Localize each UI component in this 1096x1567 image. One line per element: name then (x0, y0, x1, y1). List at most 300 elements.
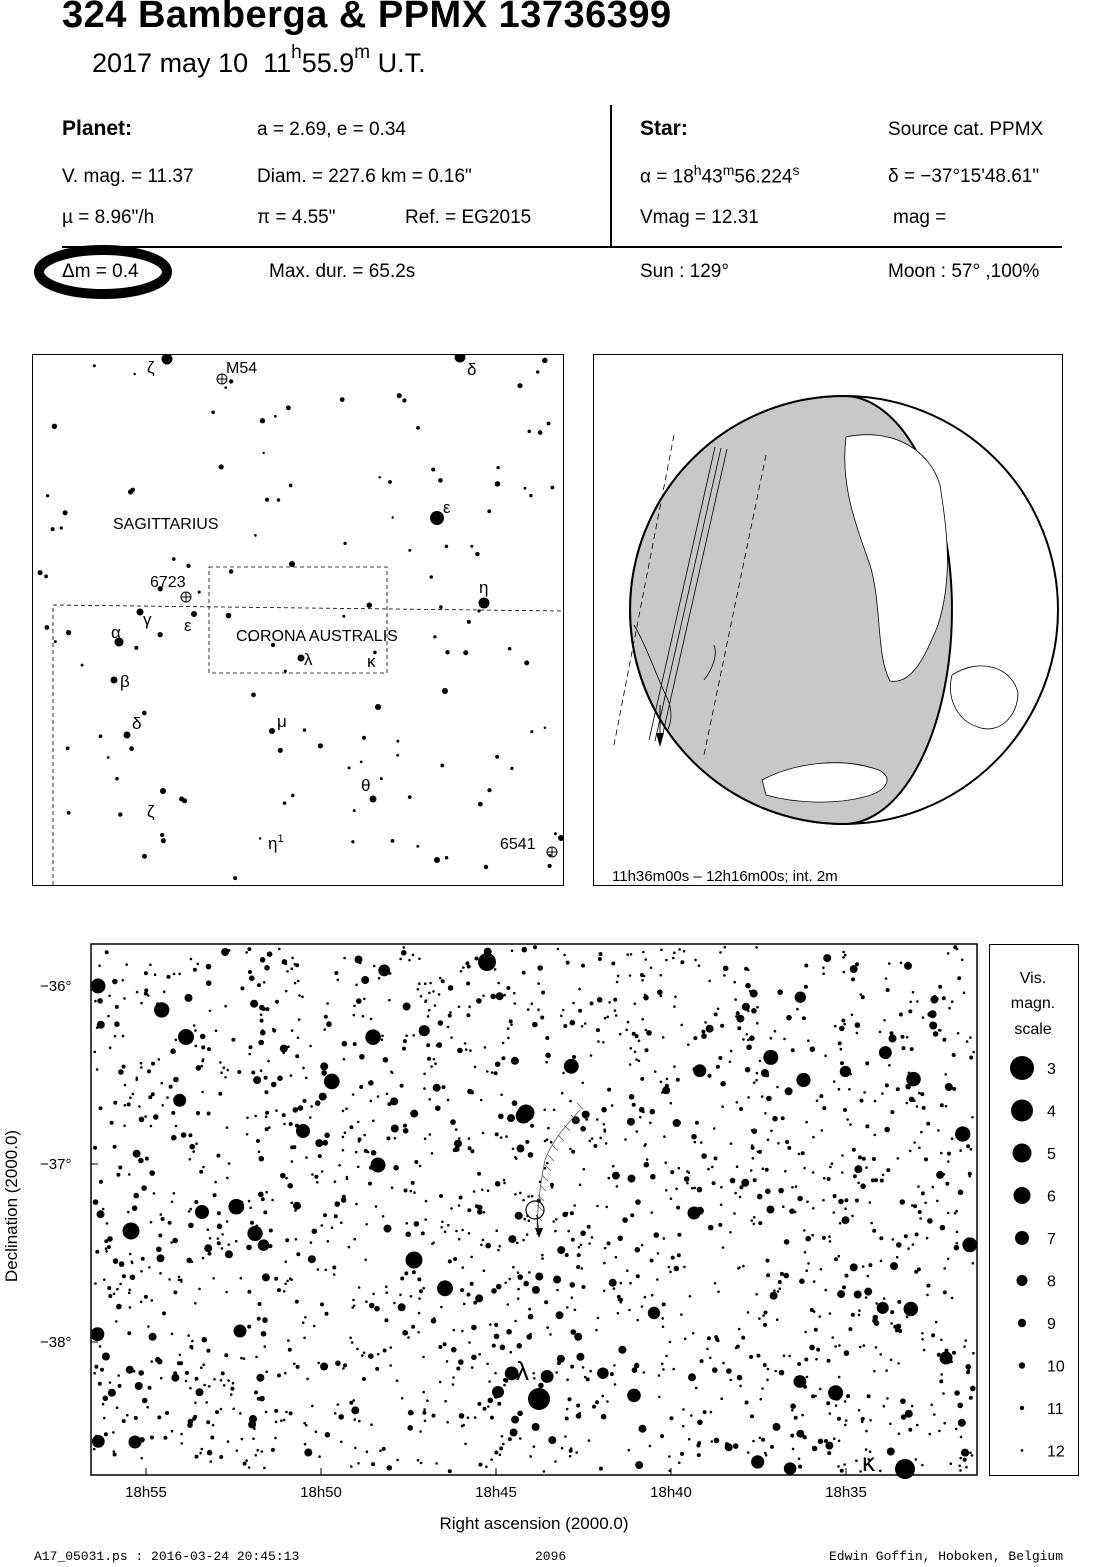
detail-star (391, 1125, 399, 1133)
detail-star (426, 1043, 430, 1047)
detail-star (624, 1138, 627, 1141)
detail-star (368, 1353, 374, 1359)
detail-star (365, 1300, 368, 1303)
detail-star (116, 1304, 122, 1310)
detail-star (839, 1222, 842, 1225)
detail-star (628, 1449, 631, 1452)
detail-star (797, 1362, 801, 1366)
detail-star (747, 1039, 750, 1042)
detail-star (294, 963, 297, 966)
detail-star (274, 1437, 277, 1440)
legend-symbol-mag-9 (1018, 1319, 1026, 1327)
finder-star (470, 545, 473, 548)
detail-star (962, 1237, 977, 1252)
finder-star (495, 755, 499, 759)
detail-star (883, 1297, 886, 1300)
detail-star (145, 1157, 149, 1161)
detail-star (298, 994, 301, 997)
star-vmag: Vmag = 12.31 (640, 207, 759, 228)
detail-star (247, 1290, 251, 1294)
detail-star (110, 1121, 114, 1125)
detail-star (807, 1039, 810, 1042)
legend-title-line2: magn. (1010, 995, 1056, 1012)
detail-star (721, 1105, 724, 1108)
detail-star (760, 1398, 763, 1401)
detail-star (658, 1374, 661, 1377)
detail-star (958, 1190, 964, 1196)
detail-star (476, 998, 482, 1004)
detail-star (181, 1442, 184, 1445)
detail-star (514, 1193, 517, 1196)
detail-star (99, 1345, 102, 1348)
detail-star (351, 1306, 354, 1309)
finder-star (487, 509, 491, 513)
detail-star (802, 1016, 806, 1020)
detail-star (370, 1423, 373, 1426)
planet-heading: Planet: (62, 117, 133, 140)
detail-star (704, 1021, 707, 1024)
detail-star (762, 1314, 765, 1317)
detail-star (173, 1094, 186, 1107)
legend-title-line3: scale (1014, 1021, 1052, 1038)
detail-star (570, 1447, 573, 1450)
detail-star (911, 1405, 914, 1408)
finder-star (286, 405, 291, 410)
detail-star (378, 977, 381, 980)
detail-star (733, 1443, 739, 1449)
detail-star (354, 1447, 357, 1450)
finder-star (129, 746, 134, 751)
finder-star (342, 615, 345, 618)
finder-star (408, 795, 412, 799)
detail-star (883, 1019, 886, 1022)
detail-star (161, 1104, 164, 1107)
finder-star (484, 865, 488, 869)
detail-star (841, 1154, 844, 1157)
detail-star (608, 1177, 611, 1180)
detail-star (650, 1109, 656, 1115)
detail-star (368, 1080, 374, 1086)
finder-chart (32, 354, 564, 886)
finder-star (229, 569, 233, 573)
detail-star (358, 1420, 361, 1423)
detail-star (95, 1435, 98, 1438)
detail-star (803, 1167, 806, 1170)
constellation-corona-australis: CORONA AUSTRALIS (236, 628, 398, 645)
finder-star (343, 542, 346, 545)
detail-star (412, 1270, 416, 1274)
detail-star (840, 1469, 844, 1473)
detail-bright-star (406, 1252, 423, 1269)
detail-star (408, 959, 411, 962)
detail-star (851, 1313, 855, 1317)
detail-star (506, 986, 510, 990)
detail-star (377, 1095, 380, 1098)
finder-bright-star (162, 355, 173, 365)
detail-star (569, 1148, 572, 1151)
detail-star (885, 1083, 889, 1087)
detail-star (840, 1048, 843, 1051)
detail-star (106, 1222, 109, 1225)
detail-star (150, 1125, 153, 1128)
detail-star (495, 1181, 501, 1187)
detail-star (643, 1371, 646, 1374)
detail-star (252, 1437, 255, 1440)
detail-star (105, 1247, 108, 1250)
legend-symbol-mag-10 (1019, 1362, 1025, 1368)
detail-star (662, 1326, 665, 1329)
detail-star (292, 1145, 296, 1149)
detail-star (323, 1140, 327, 1144)
detail-star (645, 1048, 649, 1052)
detail-star (566, 1306, 569, 1309)
detail-star (670, 1197, 673, 1200)
detail-star (714, 1335, 718, 1339)
detail-star (554, 1460, 557, 1463)
detail-xlabel: Right ascension (2000.0) (439, 1514, 629, 1533)
detail-star (926, 1284, 930, 1288)
detail-star (477, 1172, 481, 1176)
detail-star (776, 1318, 779, 1321)
detail-star (260, 1019, 264, 1023)
detail-star (613, 1287, 616, 1290)
detail-star (335, 1201, 341, 1207)
detail-star (906, 1102, 909, 1105)
detail-star (714, 1438, 720, 1444)
detail-star (612, 1165, 615, 1168)
detail-star (220, 1071, 223, 1074)
detail-star (258, 1151, 261, 1154)
legend-title-line1: Vis. (1019, 970, 1047, 987)
finder-star (439, 605, 443, 609)
detail-star (498, 1114, 504, 1120)
detail-star (700, 1141, 703, 1144)
detail-star (359, 1054, 365, 1060)
event-max-duration: Max. dur. = 65.2s (269, 261, 416, 282)
detail-star (256, 1374, 264, 1382)
detail-star (134, 1416, 138, 1420)
detail-star (138, 1105, 141, 1108)
detail-star (140, 1062, 143, 1065)
detail-star (646, 1030, 652, 1036)
detail-star (160, 1213, 163, 1216)
detail-star (933, 995, 937, 999)
detail-star (353, 1014, 356, 1017)
detail-star (180, 1280, 183, 1283)
finder-star (284, 670, 287, 673)
detail-star (955, 1126, 970, 1141)
detail-star (918, 1147, 921, 1150)
detail-star (722, 1362, 725, 1365)
finder-star (260, 418, 265, 423)
detail-star (918, 1210, 922, 1214)
detail-star (822, 1199, 825, 1202)
detail-star (872, 1229, 876, 1233)
finder-star (478, 802, 483, 807)
greek-mu-cra: μ (277, 712, 287, 731)
detail-star (506, 1329, 512, 1335)
detail-star (357, 1462, 360, 1465)
detail-star (735, 1347, 738, 1350)
detail-star (312, 1229, 318, 1235)
detail-star (124, 1104, 127, 1107)
detail-star (92, 1435, 105, 1448)
detail-star (566, 961, 570, 965)
detail-star (597, 1317, 600, 1320)
detail-star (460, 1288, 464, 1292)
detail-star (173, 1371, 177, 1375)
detail-star (403, 1039, 407, 1043)
detail-star (712, 1181, 716, 1185)
detail-star (731, 1178, 734, 1181)
detail-star (650, 1259, 654, 1263)
detail-star (733, 981, 736, 984)
detail-star (911, 1204, 914, 1207)
finder-star (548, 864, 552, 868)
detail-star (972, 1352, 975, 1355)
detail-star (468, 1146, 472, 1150)
detail-star (367, 1151, 370, 1154)
detail-star (114, 1035, 117, 1038)
detail-star (897, 1300, 901, 1304)
detail-star (228, 1162, 231, 1165)
detail-star (806, 1376, 809, 1379)
detail-star (232, 1408, 235, 1411)
detail-star (261, 1450, 264, 1453)
detail-star (868, 1263, 872, 1267)
detail-star (528, 1271, 531, 1274)
detail-star (591, 1137, 594, 1140)
detail-star (904, 1234, 908, 1238)
event-title: 324 Bamberga & PPMX 13736399 (62, 0, 672, 36)
detail-star (961, 959, 964, 962)
detail-star (564, 1059, 579, 1074)
detail-star (171, 1111, 175, 1115)
detail-star (290, 1279, 293, 1282)
legend-label-mag-7: 7 (1047, 1231, 1056, 1248)
finder-star (160, 833, 164, 837)
track-direction-arrow (656, 733, 664, 747)
detail-star (315, 1430, 318, 1433)
detail-star (114, 1021, 120, 1027)
detail-star (626, 953, 629, 956)
detail-star (602, 1395, 605, 1398)
detail-star (717, 1290, 720, 1293)
detail-star (673, 1065, 676, 1068)
detail-star (645, 958, 648, 961)
finder-star (433, 635, 436, 638)
detail-star (254, 1390, 258, 1394)
detail-star (765, 1454, 768, 1457)
finder-star (391, 839, 395, 843)
detail-star (578, 988, 581, 991)
detail-star (723, 966, 729, 972)
detail-star (124, 1084, 127, 1087)
detail-star (869, 1419, 872, 1422)
detail-star (257, 1449, 260, 1452)
detail-star (610, 1372, 614, 1376)
detail-star (93, 1372, 96, 1375)
legend-label-mag-8: 8 (1047, 1273, 1056, 1291)
detail-star (617, 1312, 620, 1315)
detail-star (142, 1187, 145, 1190)
detail-star (98, 964, 101, 967)
detail-star (318, 1154, 322, 1158)
detail-star (649, 1445, 652, 1448)
detail-star (943, 1173, 946, 1176)
detail-star (630, 1047, 633, 1050)
detail-star (353, 1005, 356, 1008)
detail-star (113, 1145, 117, 1149)
detail-star (750, 1169, 753, 1172)
finder-star (46, 494, 49, 497)
detail-star (391, 1186, 394, 1189)
detail-star (382, 1215, 385, 1218)
planet-vmag: V. mag. = 11.37 (62, 166, 194, 187)
detail-star (831, 1336, 834, 1339)
detail-star (686, 1182, 689, 1185)
detail-star (926, 1237, 929, 1240)
detail-star (943, 1422, 946, 1425)
detail-star (173, 1192, 176, 1195)
detail-star (856, 1032, 859, 1035)
detail-star (196, 963, 199, 966)
detail-star (358, 1286, 361, 1289)
detail-star (224, 1076, 227, 1079)
detail-star (303, 1099, 307, 1103)
detail-star (212, 1277, 215, 1280)
detail-star (581, 1025, 584, 1028)
detail-star (849, 1073, 852, 1076)
detail-star (765, 1073, 769, 1077)
detail-star (403, 946, 406, 949)
detail-star (606, 1400, 609, 1403)
detail-star (544, 1300, 548, 1304)
detail-star (136, 1077, 139, 1080)
detail-star (503, 1182, 506, 1185)
detail-star (827, 1359, 831, 1363)
detail-star (140, 1002, 143, 1005)
detail-star (906, 1072, 921, 1087)
detail-star (838, 1255, 841, 1258)
detail-star (931, 1333, 935, 1337)
detail-star (644, 1162, 650, 1168)
detail-star (678, 1462, 681, 1465)
detail-star (275, 1109, 278, 1112)
detail-star (644, 994, 647, 997)
detail-star (282, 1113, 286, 1117)
detail-star (940, 1103, 944, 1107)
detail-star (122, 1274, 126, 1278)
detail-star (181, 1132, 187, 1138)
detail-star (747, 1096, 750, 1099)
detail-star (362, 1015, 365, 1018)
detail-star (751, 1144, 754, 1147)
detail-star (422, 1356, 425, 1359)
detail-star (660, 974, 663, 977)
detail-star (827, 1451, 831, 1455)
detail-bright-star (296, 1124, 310, 1138)
detail-star (490, 1458, 493, 1461)
finder-star (283, 801, 287, 805)
detail-star (635, 1247, 641, 1253)
detail-star (572, 1002, 575, 1005)
detail-star (285, 1177, 288, 1180)
detail-star (867, 1275, 870, 1278)
detail-star (716, 1065, 720, 1069)
detail-star (938, 1430, 941, 1433)
legend-label-mag-12: 12 (1047, 1443, 1065, 1461)
detail-star (935, 1321, 938, 1324)
detail-star (102, 1208, 105, 1211)
detail-star (543, 1470, 546, 1473)
detail-star (407, 1336, 410, 1339)
detail-star (448, 985, 454, 991)
detail-star (209, 1010, 212, 1013)
detail-star (840, 1061, 844, 1065)
detail-star (358, 1137, 362, 1141)
detail-star (677, 1123, 680, 1126)
detail-star (470, 1256, 473, 1259)
detail-star (791, 1048, 795, 1052)
finder-star (529, 494, 532, 497)
detail-star (814, 1395, 817, 1398)
detail-star (616, 1185, 619, 1188)
detail-star (942, 996, 946, 1000)
detail-star (896, 1256, 899, 1259)
detail-star (926, 1122, 930, 1126)
detail-star (603, 1290, 606, 1293)
detail-star (738, 1328, 741, 1331)
detail-star (749, 1355, 753, 1359)
detail-star (246, 1117, 249, 1120)
detail-star (499, 1446, 503, 1450)
detail-star (485, 1243, 491, 1249)
detail-star (865, 1124, 869, 1128)
detail-star (475, 957, 479, 961)
finder-bright-star (375, 704, 381, 710)
detail-star (708, 980, 711, 983)
detail-star (965, 1466, 968, 1469)
detail-star (651, 1294, 654, 1297)
detail-star (135, 1382, 143, 1390)
detail-star (526, 1334, 532, 1340)
detail-star (629, 974, 632, 977)
detail-star (603, 1262, 606, 1265)
detail-star (838, 1199, 844, 1205)
detail-star (417, 1459, 420, 1462)
detail-star (968, 1175, 971, 1178)
dso-label-6723: 6723 (150, 574, 186, 591)
detail-star (128, 1173, 131, 1176)
detail-star (571, 1239, 574, 1242)
detail-star (541, 1370, 554, 1383)
detail-star (391, 1071, 394, 1074)
detail-star (426, 1399, 429, 1402)
detail-star (423, 1087, 426, 1090)
detail-star (94, 1365, 98, 1369)
detail-star (194, 1029, 197, 1032)
detail-star (283, 1290, 286, 1293)
detail-star (555, 1218, 558, 1221)
detail-star (348, 1246, 351, 1249)
detail-star (180, 1433, 183, 1436)
detail-star (842, 1216, 850, 1224)
detail-star (178, 1279, 181, 1282)
detail-star (670, 1102, 673, 1105)
detail-star (482, 1239, 485, 1242)
detail-star (224, 1353, 228, 1357)
